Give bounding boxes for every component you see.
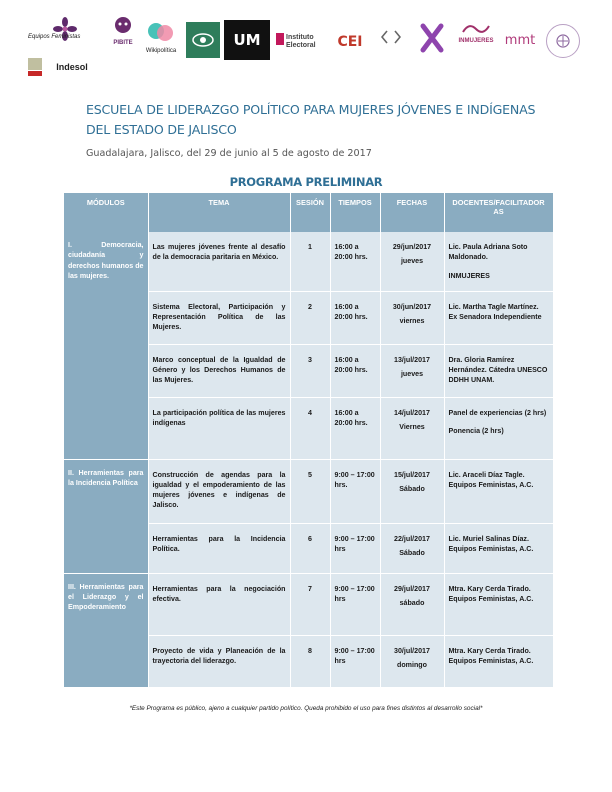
docente-cell: Mtra. Kary Cerda Tirado. Equipos Feministas, A.C. bbox=[444, 573, 553, 635]
pibite-logo bbox=[106, 16, 140, 54]
header-fechas: FECHAS bbox=[380, 193, 444, 232]
tema-cell: Sistema Electoral, Participación y Representación Política de las Mujeres. bbox=[148, 291, 290, 344]
fecha-cell bbox=[380, 397, 444, 459]
header-docentes: DOCENTES/FACILITADOR AS bbox=[444, 193, 553, 232]
tiempo-cell: 16:00 a 20:00 hrs. bbox=[330, 291, 380, 344]
cei-logo bbox=[332, 30, 368, 54]
header-sesion: SESIÓN bbox=[290, 193, 330, 232]
pibite-text: PIBITE bbox=[113, 40, 133, 46]
tema-cell: Marco conceptual de la Igualdad de Género y los Derechos Humanos de las Mujeres. bbox=[148, 344, 290, 397]
equipos-feministas-logo bbox=[26, 14, 108, 44]
docente-cell: Lic. Muriel Salinas Díaz. Equipos Feministas, A.C. bbox=[444, 523, 553, 573]
tema-cell: Herramientas para la negociación efectiva. bbox=[148, 573, 290, 635]
figure-icon bbox=[110, 16, 136, 38]
fecha-day: Sábado bbox=[399, 548, 425, 557]
wikipolitica-logo bbox=[140, 20, 182, 56]
logo-strip bbox=[22, 12, 590, 82]
swirl-icon bbox=[461, 22, 491, 36]
sesion-cell: 1 bbox=[290, 232, 330, 291]
fecha-day: jueves bbox=[400, 369, 424, 378]
fecha-cell bbox=[380, 232, 444, 291]
indesol-text: Indesol bbox=[56, 62, 88, 72]
page-title: ESCUELA DE LIDERAZGO POLÍTICO PARA MUJERES JÓVENES E INDÍGENAS DEL ESTADO DE JALISCO bbox=[86, 102, 536, 137]
mmt-text: mmt bbox=[504, 32, 536, 48]
footnote: *Este Programa es público, ajeno a cualquier partido político. Queda prohibido el uso para fines distintos al desarrollo social* bbox=[129, 705, 483, 712]
seal-icon bbox=[554, 32, 572, 50]
um-logo bbox=[224, 20, 270, 60]
tiempo-cell: 16:00 a 20:00 hrs. bbox=[330, 397, 380, 459]
fecha-cell bbox=[380, 635, 444, 687]
page-subtitle: Guadalajara, Jalisco, del 29 de junio al 5 de agosto de 2017 bbox=[86, 148, 372, 159]
sesion-cell: 3 bbox=[290, 344, 330, 397]
tema-cell: La participación política de las mujeres indígenas bbox=[148, 397, 290, 459]
equipos-feministas-text: Equipos Feministas bbox=[28, 34, 81, 40]
eye-icon bbox=[192, 32, 214, 48]
fecha-day: domingo bbox=[397, 660, 427, 669]
docente-cell: Lic. Araceli Díaz Tagle. Equipos Feministas, A.C. bbox=[444, 459, 553, 523]
brackets-icon bbox=[381, 29, 401, 45]
fecha-cell bbox=[380, 291, 444, 344]
header-modulos: MÓDULOS bbox=[64, 193, 148, 232]
x-icon bbox=[420, 23, 444, 53]
inmujeres-logo bbox=[454, 22, 498, 58]
fecha-day: viernes bbox=[399, 316, 425, 325]
tema-cell: Herramientas para la Incidencia Política. bbox=[148, 523, 290, 573]
docente-extra: INMUJERES bbox=[448, 271, 490, 280]
vote-icon bbox=[275, 32, 285, 46]
wiki-icon bbox=[146, 20, 176, 44]
wikipolitica-text: Wikipolítica bbox=[145, 48, 177, 54]
instituto-electoral-logo bbox=[274, 28, 332, 56]
sesion-cell: 6 bbox=[290, 523, 330, 573]
docente-name: Panel de experiencias (2 hrs) bbox=[448, 408, 547, 417]
tiempo-cell: 16:00 a 20:00 hrs. bbox=[330, 232, 380, 291]
fecha-date: 29/jul/2017 bbox=[394, 584, 430, 593]
eye-logo bbox=[186, 22, 220, 58]
sesion-cell: 8 bbox=[290, 635, 330, 687]
module-cell: II. Herramientas para la Incidencia Política bbox=[64, 459, 148, 573]
sesion-cell: 4 bbox=[290, 397, 330, 459]
fecha-date: 30/jul/2017 bbox=[394, 646, 430, 655]
module-cell: III. Herramientas para el Liderazgo y el Empoderamiento bbox=[64, 573, 148, 687]
docente-cell: Mtra. Kary Cerda Tirado. Equipos Feministas, A.C. bbox=[444, 635, 553, 687]
sesion-cell: 5 bbox=[290, 459, 330, 523]
tiempo-cell: 16:00 a 20:00 hrs. bbox=[330, 344, 380, 397]
seal-logo bbox=[546, 24, 580, 58]
fecha-date: 15/jul/2017 bbox=[394, 470, 430, 479]
fecha-date: 29/jun/2017 bbox=[392, 243, 432, 251]
table-row bbox=[64, 459, 553, 523]
fecha-date: 30/jun/2017 bbox=[392, 302, 432, 311]
docente-cell bbox=[444, 232, 553, 291]
fecha-cell bbox=[380, 573, 444, 635]
fecha-cell bbox=[380, 459, 444, 523]
fecha-cell bbox=[380, 523, 444, 573]
fecha-day: Sábado bbox=[399, 484, 425, 493]
fecha-cell bbox=[380, 344, 444, 397]
table-row bbox=[64, 232, 553, 291]
module-cell: I. Democracia, ciudadanía y derechos humanos de las mujeres. bbox=[64, 232, 148, 459]
sesion-cell: 7 bbox=[290, 573, 330, 635]
indesol-logo bbox=[48, 58, 96, 76]
diamond-logo bbox=[378, 24, 404, 50]
purple-x-logo bbox=[416, 18, 448, 58]
inmujeres-text: INMUJERES bbox=[458, 38, 494, 44]
table-header-row bbox=[64, 193, 553, 232]
mexico-seal-logo bbox=[26, 56, 44, 78]
tiempo-cell: 9:00 – 17:00 hrs bbox=[330, 573, 380, 635]
tema-cell: Construcción de agendas para la igualdad y el empoderamiento de las mujeres jóvenes e indígenas de Jalisco. bbox=[148, 459, 290, 523]
tiempo-cell: 9:00 – 17:00 hrs bbox=[330, 635, 380, 687]
docente-name: Lic. Paula Adriana Soto Maldonado. bbox=[448, 243, 528, 262]
header-tiempos: TIEMPOS bbox=[330, 193, 380, 232]
fecha-date: 14/jul/2017 bbox=[394, 408, 430, 417]
fecha-date: 22/jul/2017 bbox=[394, 534, 430, 543]
docente-cell: Lic. Martha Tagle Martínez. Ex Senadora Independiente bbox=[444, 291, 553, 344]
docente-cell bbox=[444, 397, 553, 459]
fecha-date: 13/jul/2017 bbox=[394, 355, 430, 364]
program-title: PROGRAMA PRELIMINAR bbox=[229, 175, 383, 189]
sesion-cell: 2 bbox=[290, 291, 330, 344]
tema-cell: Las mujeres jóvenes frente al desafío de la democracia paritaria en México. bbox=[148, 232, 290, 291]
fecha-day: jueves bbox=[400, 257, 424, 266]
cei-text: CEI bbox=[337, 34, 363, 50]
fecha-day: sábado bbox=[399, 598, 425, 607]
docente-cell: Dra. Gloria Ramírez Hernández. Cátedra UNESCO DDHH UNAM. bbox=[444, 344, 553, 397]
header-tema: TEMA bbox=[148, 193, 290, 232]
docente-extra: Ponencia (2 hrs) bbox=[448, 426, 504, 435]
tiempo-cell: 9:00 – 17:00 hrs bbox=[330, 523, 380, 573]
um-text: UM bbox=[233, 31, 261, 49]
table-row bbox=[64, 573, 553, 635]
tiempo-cell: 9:00 – 17:00 hrs. bbox=[330, 459, 380, 523]
eagle-icon bbox=[27, 57, 43, 77]
instituto-electoral-text: Instituto Electoral bbox=[286, 34, 316, 49]
program-table bbox=[64, 193, 554, 688]
fecha-day: Viernes bbox=[399, 422, 425, 431]
mmt-logo bbox=[500, 28, 540, 52]
tema-cell: Proyecto de vida y Planeación de la trayectoria del liderazgo. bbox=[148, 635, 290, 687]
